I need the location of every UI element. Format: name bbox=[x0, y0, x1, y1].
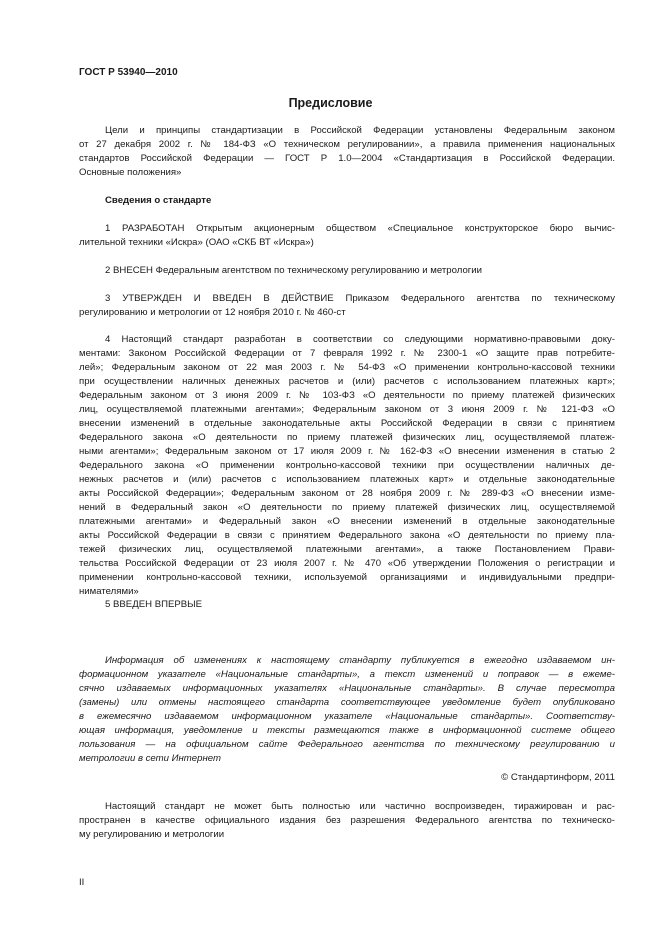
text-line: Основные положения» bbox=[79, 167, 182, 178]
text-line: формационном указателе «Национальные стандарты», а текст изменений и поправок — в ежеме- bbox=[79, 669, 615, 680]
text-line: сячно издаваемых информационных указателях «Национальные стандарты». В случае пересмотра bbox=[79, 683, 615, 694]
text-line: 4 Настоящий стандарт разработан в соответствии со следующими нормативно-правовыми доку- bbox=[105, 334, 615, 345]
text-line: акты Российской Федерации»; Федеральным законом от 28 ноября 2009 г. № 289-ФЗ «О внесении изме- bbox=[79, 488, 615, 499]
text-line: регулированию и метрологии от 12 ноября 2010 г. № 460-ст bbox=[79, 307, 346, 318]
text-line: акты Российской Федерации в связи с принятием Федерального закона «О деятельности по приему пла- bbox=[79, 530, 615, 541]
text-line: Федеральным законом от 3 июня 2009 г. № 103-ФЗ «О деятельности по приему платежей физических bbox=[79, 390, 615, 401]
text-line: тежей физических лиц, осуществляемой платежными агентами», а также Постановлением Прави- bbox=[79, 544, 615, 555]
page-number: II bbox=[79, 877, 85, 888]
text-line: лей»; Федеральным законом от 22 мая 2003 г. № 54-ФЗ «О применении контрольно-кассовой техники bbox=[79, 362, 615, 373]
text-line: 1 РАЗРАБОТАН Открытым акционерным обществом «Специальное конструкторское бюро вычис- bbox=[105, 223, 615, 234]
text-line: лиц, осуществляемой платежными агентами»; Федеральным законом от 3 июня 2009 г. № 121-ФЗ «О bbox=[79, 404, 615, 415]
page-title: Предисловие bbox=[288, 96, 373, 110]
item-1-paragraph bbox=[79, 222, 615, 250]
text-line: Настоящий стандарт не может быть полностью или частично воспроизведен, тиражирован и рас- bbox=[105, 801, 615, 812]
text-line: Федерального закона «О деятельности по приему платежей физических лиц, осуществляемой платеж- bbox=[79, 432, 615, 443]
text-line: 3 УТВЕРЖДЕН И ВВЕДЕН В ДЕЙСТВИЕ Приказом Федерального агентства по техническому bbox=[105, 293, 615, 304]
item-4-paragraph bbox=[79, 333, 615, 599]
text-line: в ежемесячно издаваемом информационном указателе «Национальные стандарты». Соответству- bbox=[79, 711, 615, 722]
notice-paragraph bbox=[79, 654, 615, 766]
text-line: лительной техники «Искра» (ОАО «СКБ ВТ «Искра») bbox=[79, 237, 314, 248]
text-line: Цели и принципы стандартизации в Российской Федерации установлены Федеральным законом bbox=[105, 125, 615, 136]
text-line: тельства Российской Федерации от 23 июля 2007 г. № 470 «Об утверждении Положения о регистрации и bbox=[79, 558, 615, 569]
item-3-paragraph bbox=[79, 292, 615, 320]
text-line: му регулированию и метрологии bbox=[79, 829, 225, 840]
text-line: внесении изменений в отдельные законодательные акты Российской Федерации в связи с принятием bbox=[79, 418, 615, 429]
text-line: платежными агентами» и Федеральный закон «О внесении изменений в отдельные законодательные bbox=[79, 516, 615, 527]
text-line: нимателями» bbox=[79, 586, 139, 597]
text-line: Федерального закона «О применении контрольно-кассовой техники при осуществлении наличных де- bbox=[79, 460, 615, 471]
text-line: ментами: Законом Российской Федерации от 7 февраля 1992 г. № 2300-1 «О защите прав потребите- bbox=[79, 348, 615, 359]
intro-paragraph bbox=[79, 124, 615, 180]
text-line: нений в Федеральный закон «О деятельности по приему платежей физических лиц, осуществляемой bbox=[79, 502, 615, 513]
text-line: 2 ВНЕСЕН Федеральным агентством по техническому регулированию и метрологии bbox=[105, 265, 483, 276]
item-5-paragraph bbox=[79, 598, 615, 612]
text-line: пользования — на официальном сайте Федерального агентства по техническому регулированию и bbox=[79, 739, 615, 750]
item-2-paragraph bbox=[79, 264, 615, 278]
text-line: от 27 декабря 2002 г. № 184-ФЗ «О техническом регулировании», а правила применения национальных bbox=[79, 139, 615, 150]
text-line: ными агентами»; Федеральным законом от 17 июля 2009 г. № 162-ФЗ «О внесении изменения в статью 2 bbox=[79, 446, 615, 457]
text-line: пространен в качестве официального издания без разрешения Федерального агентства по техническо- bbox=[79, 815, 615, 826]
copyright-line: © Стандартинформ, 2011 bbox=[501, 772, 615, 783]
text-line: ющая информация, уведомление и тексты размещаются также в информационной системе общего bbox=[79, 725, 615, 736]
text-line: при осуществлении наличных денежных расчетов и (или) расчетов с использованием платежных карт»; bbox=[79, 376, 615, 387]
section-heading: Сведения о стандарте bbox=[105, 195, 212, 206]
standard-code-header: ГОСТ Р 53940—2010 bbox=[79, 67, 178, 78]
text-line: применении контрольно-кассовой техники, используемой организациями и индивидуальными предпри- bbox=[79, 572, 615, 583]
reproduction-paragraph bbox=[79, 800, 615, 842]
text-line: стандартов Российской Федерации — ГОСТ Р 1.0—2004 «Стандартизация в Российской Федерации. bbox=[79, 153, 615, 164]
text-line: метрологии в сети Интернет bbox=[79, 753, 221, 764]
text-line: (замены) или отмены настоящего стандарта соответствующее уведомление будет опубликовано bbox=[79, 697, 615, 708]
text-line: Информация об изменениях к настоящему стандарту публикуется в ежегодно издаваемом ин- bbox=[105, 655, 615, 666]
text-line: 5 ВВЕДЕН ВПЕРВЫЕ bbox=[105, 599, 203, 610]
text-line: нежных расчетов и (или) расчетов с использованием платежных карт» и отдельные законодательные bbox=[79, 474, 615, 485]
